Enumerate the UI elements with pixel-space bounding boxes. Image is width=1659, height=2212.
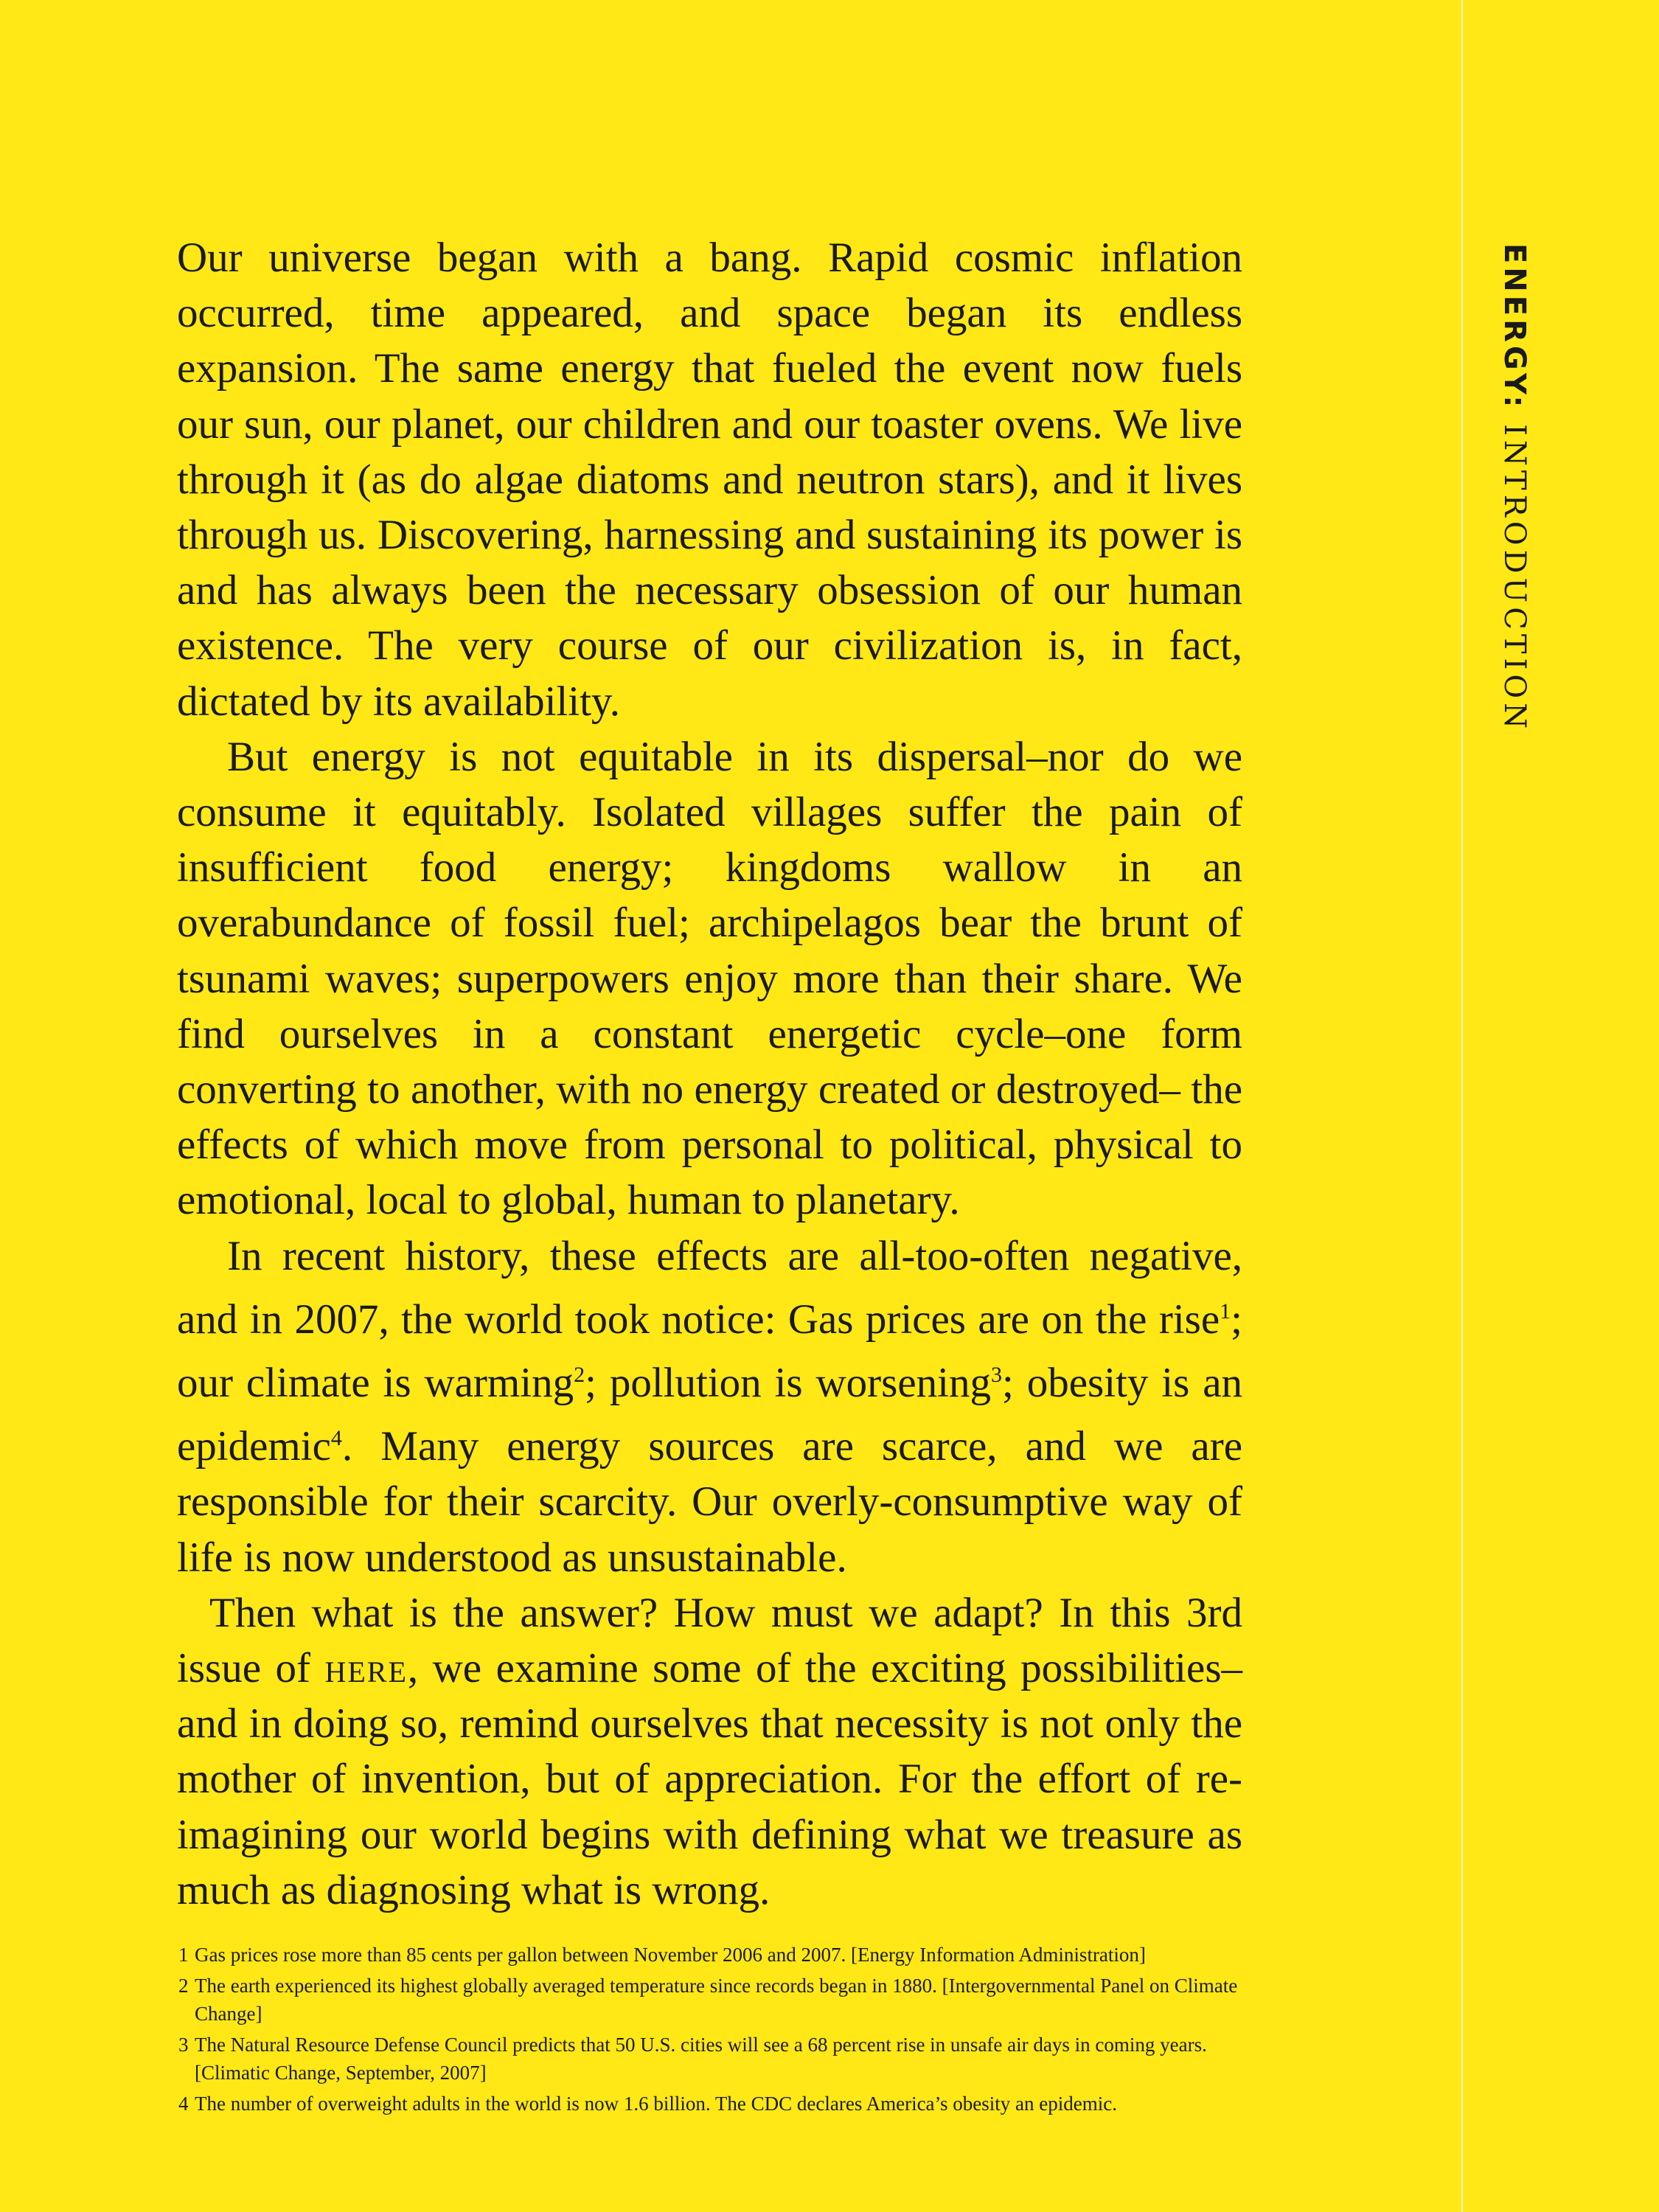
footnote-ref-4: 4 [330, 1426, 342, 1451]
paragraph-3-text-c: ; pollution is worsening [585, 1360, 991, 1407]
footnote-number: 3 [178, 2034, 189, 2056]
footnote-number: 2 [178, 1975, 189, 1997]
footnotes [178, 1941, 1251, 2121]
paragraph-3-text-d: ; obesity is an epidemic [177, 1360, 1242, 1470]
magazine-name: here [324, 1645, 408, 1692]
paragraph-2: But energy is not equitable in its dispersal–nor do we consume it equitably. Isolated villages suffer the pain of insufficient food energy; kingdoms wallow in an overabundance of fossil fuel; archipelagos bear the brunt of tsunami waves; superpowers enjoy more than their share. We find ourselves in a constant energetic cycle–one form converting to another, with no energy created or destroyed– the effects of which move from personal to political, physical to emotional, local to global, human to planetary. [177, 733, 1242, 1224]
footnote-2 [178, 1972, 1251, 2028]
footnote-number: 4 [178, 2093, 189, 2115]
sidebar-divider [1461, 0, 1463, 2212]
footnote-3 [178, 2031, 1251, 2087]
footnote-text: The Natural Resource Defense Council predicts that 50 U.S. cities will see a 68 percent rise in unsafe air days in coming years. [Climatic Change, September, 2007] [195, 2034, 1207, 2084]
paragraph-4 [177, 1585, 1242, 1918]
section-title [1498, 243, 1531, 733]
footnote-ref-3: 3 [990, 1363, 1002, 1388]
paragraph-3-text-b: ; our climate is warming [177, 1295, 1242, 1407]
article-body [177, 230, 1242, 1918]
paragraph-1: Our universe began with a bang. Rapid cosmic inflation occurred, time appeared, and space began its endless expansion. The same energy that fueled the event now fuels our sun, our planet, our children and our toaster ovens. We live through it (as do algae diatoms and neutron stars), and it lives through us. Discovering, harnessing and sustaining its power is and has always been the necessary obsession of our human existence. The very course of our civilization is, in fact, dictated by its availability. [177, 234, 1242, 725]
section-title-light: INTRODUCTION [1498, 424, 1531, 734]
footnote-1 [178, 1941, 1251, 1969]
footnote-ref-1: 1 [1220, 1298, 1231, 1324]
paragraph-3-text-e: . Many energy sources are scarce, and we are responsible for their scarcity. Our overly-consumptive way of life is now understood as unsustainable. [177, 1423, 1242, 1581]
section-title-bold: ENERGY: [1498, 243, 1531, 411]
footnote-4 [178, 2090, 1251, 2118]
paragraph-3 [177, 1228, 1242, 1585]
footnote-ref-2: 2 [574, 1363, 585, 1388]
footnote-text: The number of overweight adults in the world is now 1.6 billion. The CDC declares America’s obesity an epidemic. [195, 2093, 1117, 2115]
footnote-text: The earth experienced its highest globally averaged temperature since records began in 1880. [Intergovernmental Panel on Climate Change] [195, 1975, 1238, 2025]
paragraph-4-text-b: , we examine some of the exciting possibilities–and in doing so, remind ourselves that necessity is not only the mother of invention, but of appreciation. For the effort of re-imagining our world begins with defining what we treasure as much as diagnosing what is wrong. [177, 1645, 1242, 1913]
paragraph-4-text-a: Then what is the answer? How must we adapt? In this 3rd issue of [177, 1589, 1242, 1692]
footnote-text: Gas prices rose more than 85 cents per gallon between November 2006 and 2007. [Energy Information Administration] [195, 1944, 1146, 1966]
footnote-number: 1 [178, 1944, 189, 1966]
paragraph-3-text-a: In recent history, these effects are all-too-often negative, and in 2007, the world took notice: Gas prices are on the rise [177, 1232, 1242, 1343]
